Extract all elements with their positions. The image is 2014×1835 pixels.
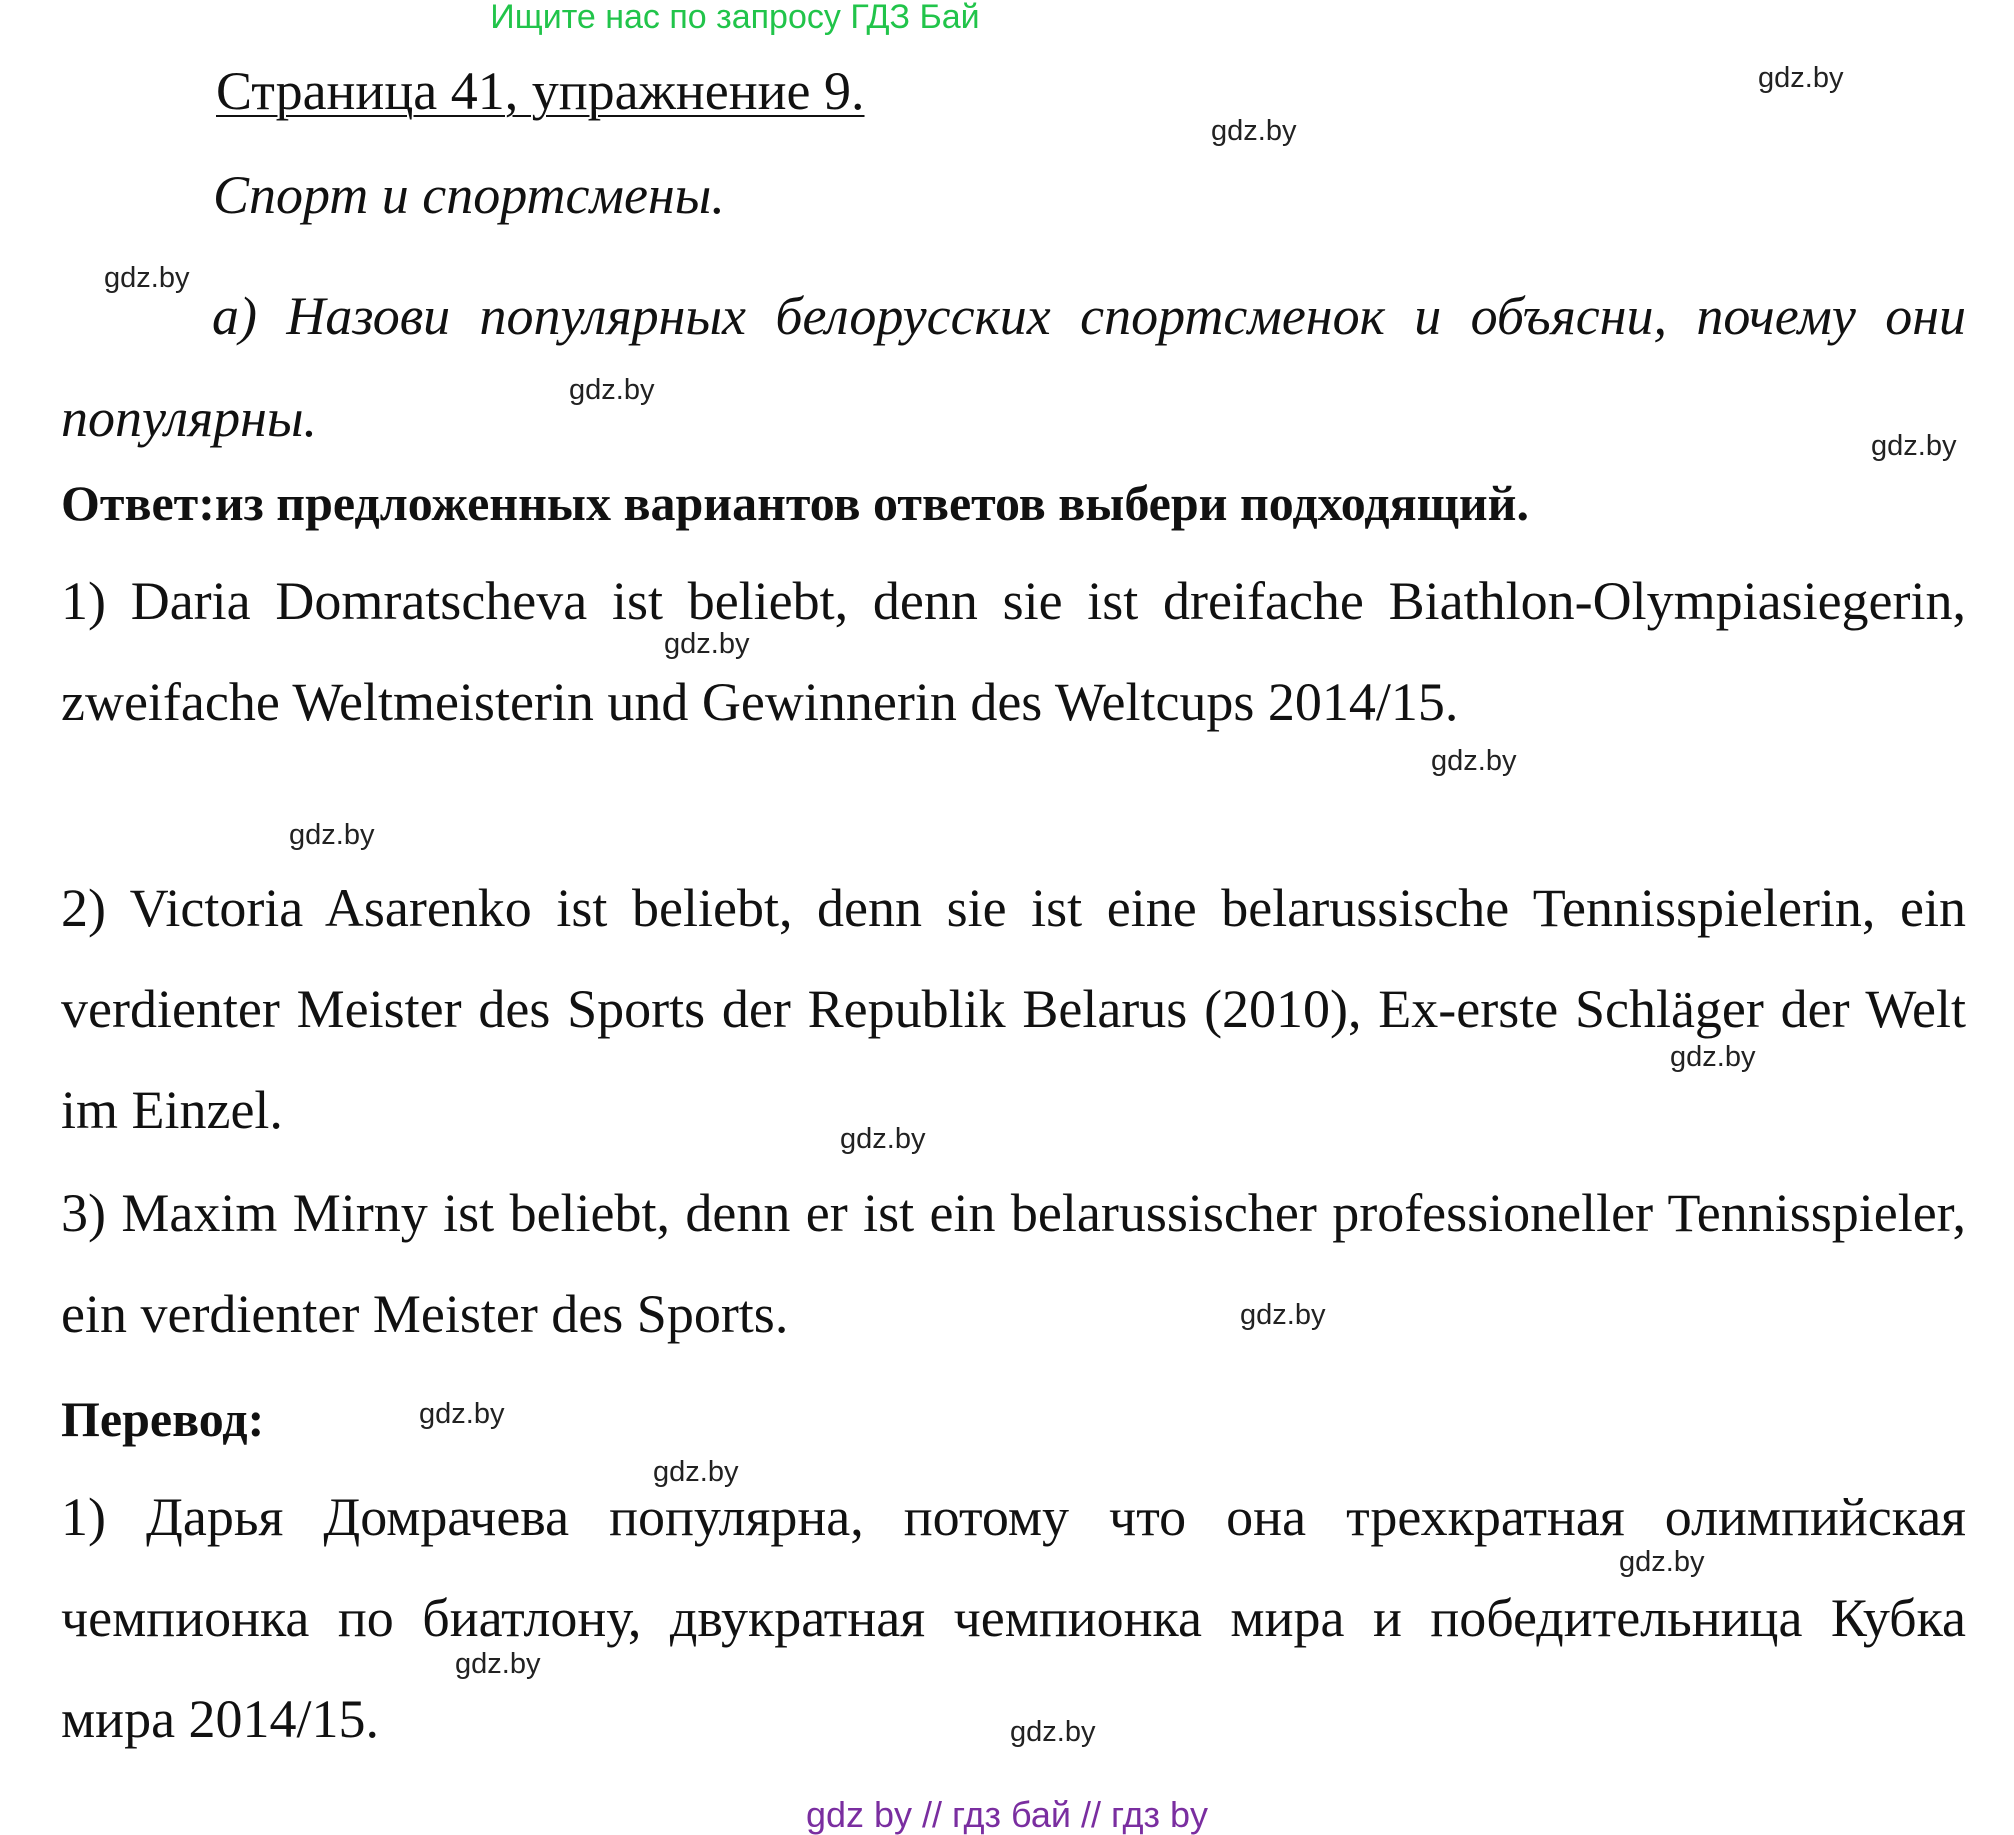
watermark: gdz.by [1010, 1716, 1096, 1748]
translation-heading: Перевод: [61, 1391, 265, 1447]
answer-1: 1) Daria Domratscheva ist beliebt, denn sie ist dreifache Biathlon-Olympiasiegerin, zweifache Weltmeisterin und Gewinnerin des Weltcups 2014/15. [61, 571, 1966, 732]
page-title: Страница 41, упражнение 9. [216, 61, 865, 121]
watermark: gdz.by [1240, 1299, 1326, 1331]
watermark: gdz.by [1670, 1041, 1756, 1073]
answer-heading: Ответ:из предложенных вариантов ответов выбери подходящий. [61, 475, 1529, 531]
watermark: gdz.by [1211, 115, 1297, 147]
bottom-banner: gdz by // гдз бай // гдз by [805, 1794, 1209, 1835]
watermark: gdz.by [653, 1456, 739, 1488]
watermark: gdz.by [419, 1398, 505, 1430]
watermark: gdz.by [664, 628, 750, 660]
watermark: gdz.by [104, 262, 190, 294]
watermark: gdz.by [1619, 1546, 1705, 1578]
top-banner: Ищите нас по запросу ГДЗ Бай [490, 0, 980, 36]
watermark: gdz.by [1431, 745, 1517, 777]
watermark: gdz.by [289, 819, 375, 851]
watermark: gdz.by [569, 374, 655, 406]
answer-2: 2) Victoria Asarenko ist beliebt, denn sie ist eine belarussische Tennisspielerin, ein verdienter Meister des Sports der Republik Belarus (2010), Ex-erste Schläger der Welt im Einzel. [61, 878, 1966, 1140]
answer-3: 3) Maxim Mirny ist beliebt, denn er ist ein belarussischer professioneller Tennisspieler, ein verdienter Meister des Sports. [61, 1183, 1966, 1344]
translation-1: 1) Дарья Домрачева популярна, потому что она трехкратная олимпийская чемпионка по биатлону, двукратная чемпионка мира и победительница Кубка мира 2014/15. [61, 1487, 1966, 1749]
watermark: gdz.by [840, 1123, 926, 1155]
task-text: а) Назови популярных белорусских спортсменок и объясни, почему они популярны. [61, 286, 1966, 448]
exercise-subtitle: Спорт и спортсмены. [213, 165, 725, 225]
watermark: gdz.by [455, 1648, 541, 1680]
watermark: gdz.by [1871, 430, 1957, 462]
watermark: gdz.by [1758, 62, 1844, 94]
